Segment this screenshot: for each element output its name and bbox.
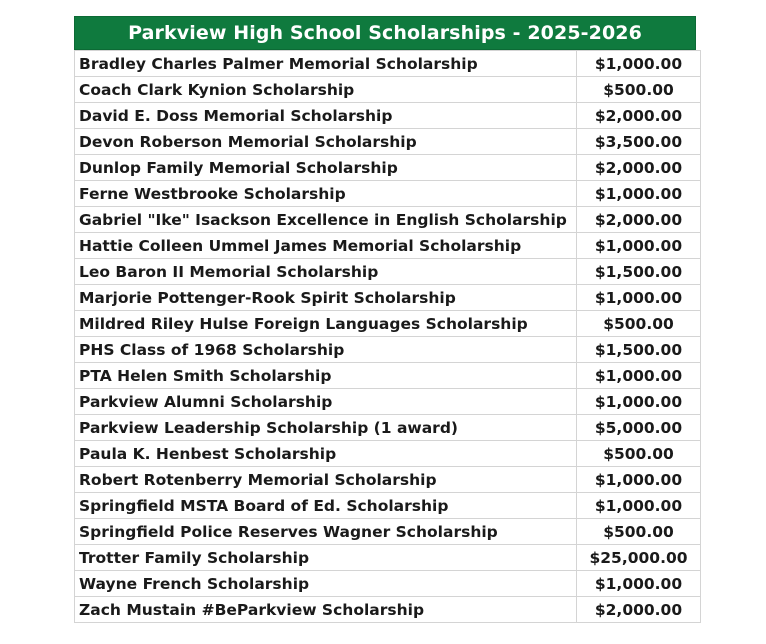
scholarship-name-cell[interactable]: Mildred Riley Hulse Foreign Languages Scholarship: [75, 311, 577, 337]
scholarship-amount-cell[interactable]: $500.00: [577, 441, 701, 467]
sheet-title: Parkview High School Scholarships - 2025-2026: [74, 16, 696, 50]
table-row: [75, 493, 701, 519]
scholarship-name-cell[interactable]: Springfield MSTA Board of Ed. Scholarship: [75, 493, 577, 519]
table-row: [75, 285, 701, 311]
scholarship-name-cell[interactable]: PHS Class of 1968 Scholarship: [75, 337, 577, 363]
scholarship-name-cell[interactable]: Devon Roberson Memorial Scholarship: [75, 129, 577, 155]
scholarship-name-cell[interactable]: Paula K. Henbest Scholarship: [75, 441, 577, 467]
scholarship-name-cell[interactable]: Parkview Leadership Scholarship (1 award): [75, 415, 577, 441]
scholarship-amount-cell[interactable]: $3,500.00: [577, 129, 701, 155]
scholarship-name-cell[interactable]: Gabriel "Ike" Isackson Excellence in English Scholarship: [75, 207, 577, 233]
scholarship-name-cell[interactable]: Robert Rotenberry Memorial Scholarship: [75, 467, 577, 493]
scholarship-amount-cell[interactable]: $1,000.00: [577, 571, 701, 597]
scholarship-amount-cell[interactable]: $500.00: [577, 311, 701, 337]
scholarship-amount-cell[interactable]: $25,000.00: [577, 545, 701, 571]
scholarship-name-cell[interactable]: Bradley Charles Palmer Memorial Scholarship: [75, 51, 577, 77]
table-row: [75, 207, 701, 233]
table-row: [75, 51, 701, 77]
scholarship-amount-cell[interactable]: $1,500.00: [577, 259, 701, 285]
table-row: [75, 181, 701, 207]
scholarship-amount-cell[interactable]: $1,000.00: [577, 285, 701, 311]
table-row: [75, 337, 701, 363]
scholarship-amount-cell[interactable]: $500.00: [577, 519, 701, 545]
scholarship-name-cell[interactable]: Wayne French Scholarship: [75, 571, 577, 597]
scholarship-amount-cell[interactable]: $1,000.00: [577, 389, 701, 415]
table-row: [75, 519, 701, 545]
scholarship-amount-cell[interactable]: $1,000.00: [577, 51, 701, 77]
table-row: [75, 389, 701, 415]
scholarship-name-cell[interactable]: Springfield Police Reserves Wagner Scholarship: [75, 519, 577, 545]
scholarship-name-cell[interactable]: PTA Helen Smith Scholarship: [75, 363, 577, 389]
scholarship-amount-cell[interactable]: $2,000.00: [577, 207, 701, 233]
table-row: [75, 467, 701, 493]
table-row: [75, 597, 701, 623]
table-row: [75, 311, 701, 337]
scholarship-name-cell[interactable]: Zach Mustain #BeParkview Scholarship: [75, 597, 577, 623]
scholarship-name-cell[interactable]: Coach Clark Kynion Scholarship: [75, 77, 577, 103]
scholarship-amount-cell[interactable]: $1,000.00: [577, 233, 701, 259]
scholarship-name-cell[interactable]: Trotter Family Scholarship: [75, 545, 577, 571]
table-row: [75, 363, 701, 389]
scholarship-name-cell[interactable]: Ferne Westbrooke Scholarship: [75, 181, 577, 207]
scholarship-amount-cell[interactable]: $2,000.00: [577, 103, 701, 129]
table-row: [75, 233, 701, 259]
table-row: [75, 129, 701, 155]
scholarship-name-cell[interactable]: Parkview Alumni Scholarship: [75, 389, 577, 415]
scholarship-name-cell[interactable]: Hattie Colleen Ummel James Memorial Scholarship: [75, 233, 577, 259]
scholarship-sheet: [74, 16, 696, 623]
table-row: [75, 103, 701, 129]
table-row: [75, 545, 701, 571]
table-row: [75, 77, 701, 103]
scholarship-amount-cell[interactable]: $500.00: [577, 77, 701, 103]
table-row: [75, 415, 701, 441]
scholarship-name-cell[interactable]: Dunlop Family Memorial Scholarship: [75, 155, 577, 181]
scholarship-amount-cell[interactable]: $2,000.00: [577, 155, 701, 181]
table-row: [75, 571, 701, 597]
table-row: [75, 155, 701, 181]
table-row: [75, 259, 701, 285]
scholarship-amount-cell[interactable]: $1,000.00: [577, 181, 701, 207]
scholarship-amount-cell[interactable]: $1,000.00: [577, 467, 701, 493]
scholarship-rows: [75, 51, 701, 623]
scholarship-amount-cell[interactable]: $1,000.00: [577, 493, 701, 519]
scholarship-name-cell[interactable]: Leo Baron II Memorial Scholarship: [75, 259, 577, 285]
scholarship-amount-cell[interactable]: $2,000.00: [577, 597, 701, 623]
table-row: [75, 441, 701, 467]
scholarship-amount-cell[interactable]: $5,000.00: [577, 415, 701, 441]
scholarship-amount-cell[interactable]: $1,500.00: [577, 337, 701, 363]
scholarship-name-cell[interactable]: David E. Doss Memorial Scholarship: [75, 103, 577, 129]
scholarship-amount-cell[interactable]: $1,000.00: [577, 363, 701, 389]
scholarship-name-cell[interactable]: Marjorie Pottenger-Rook Spirit Scholarship: [75, 285, 577, 311]
scholarship-table: [74, 50, 701, 623]
